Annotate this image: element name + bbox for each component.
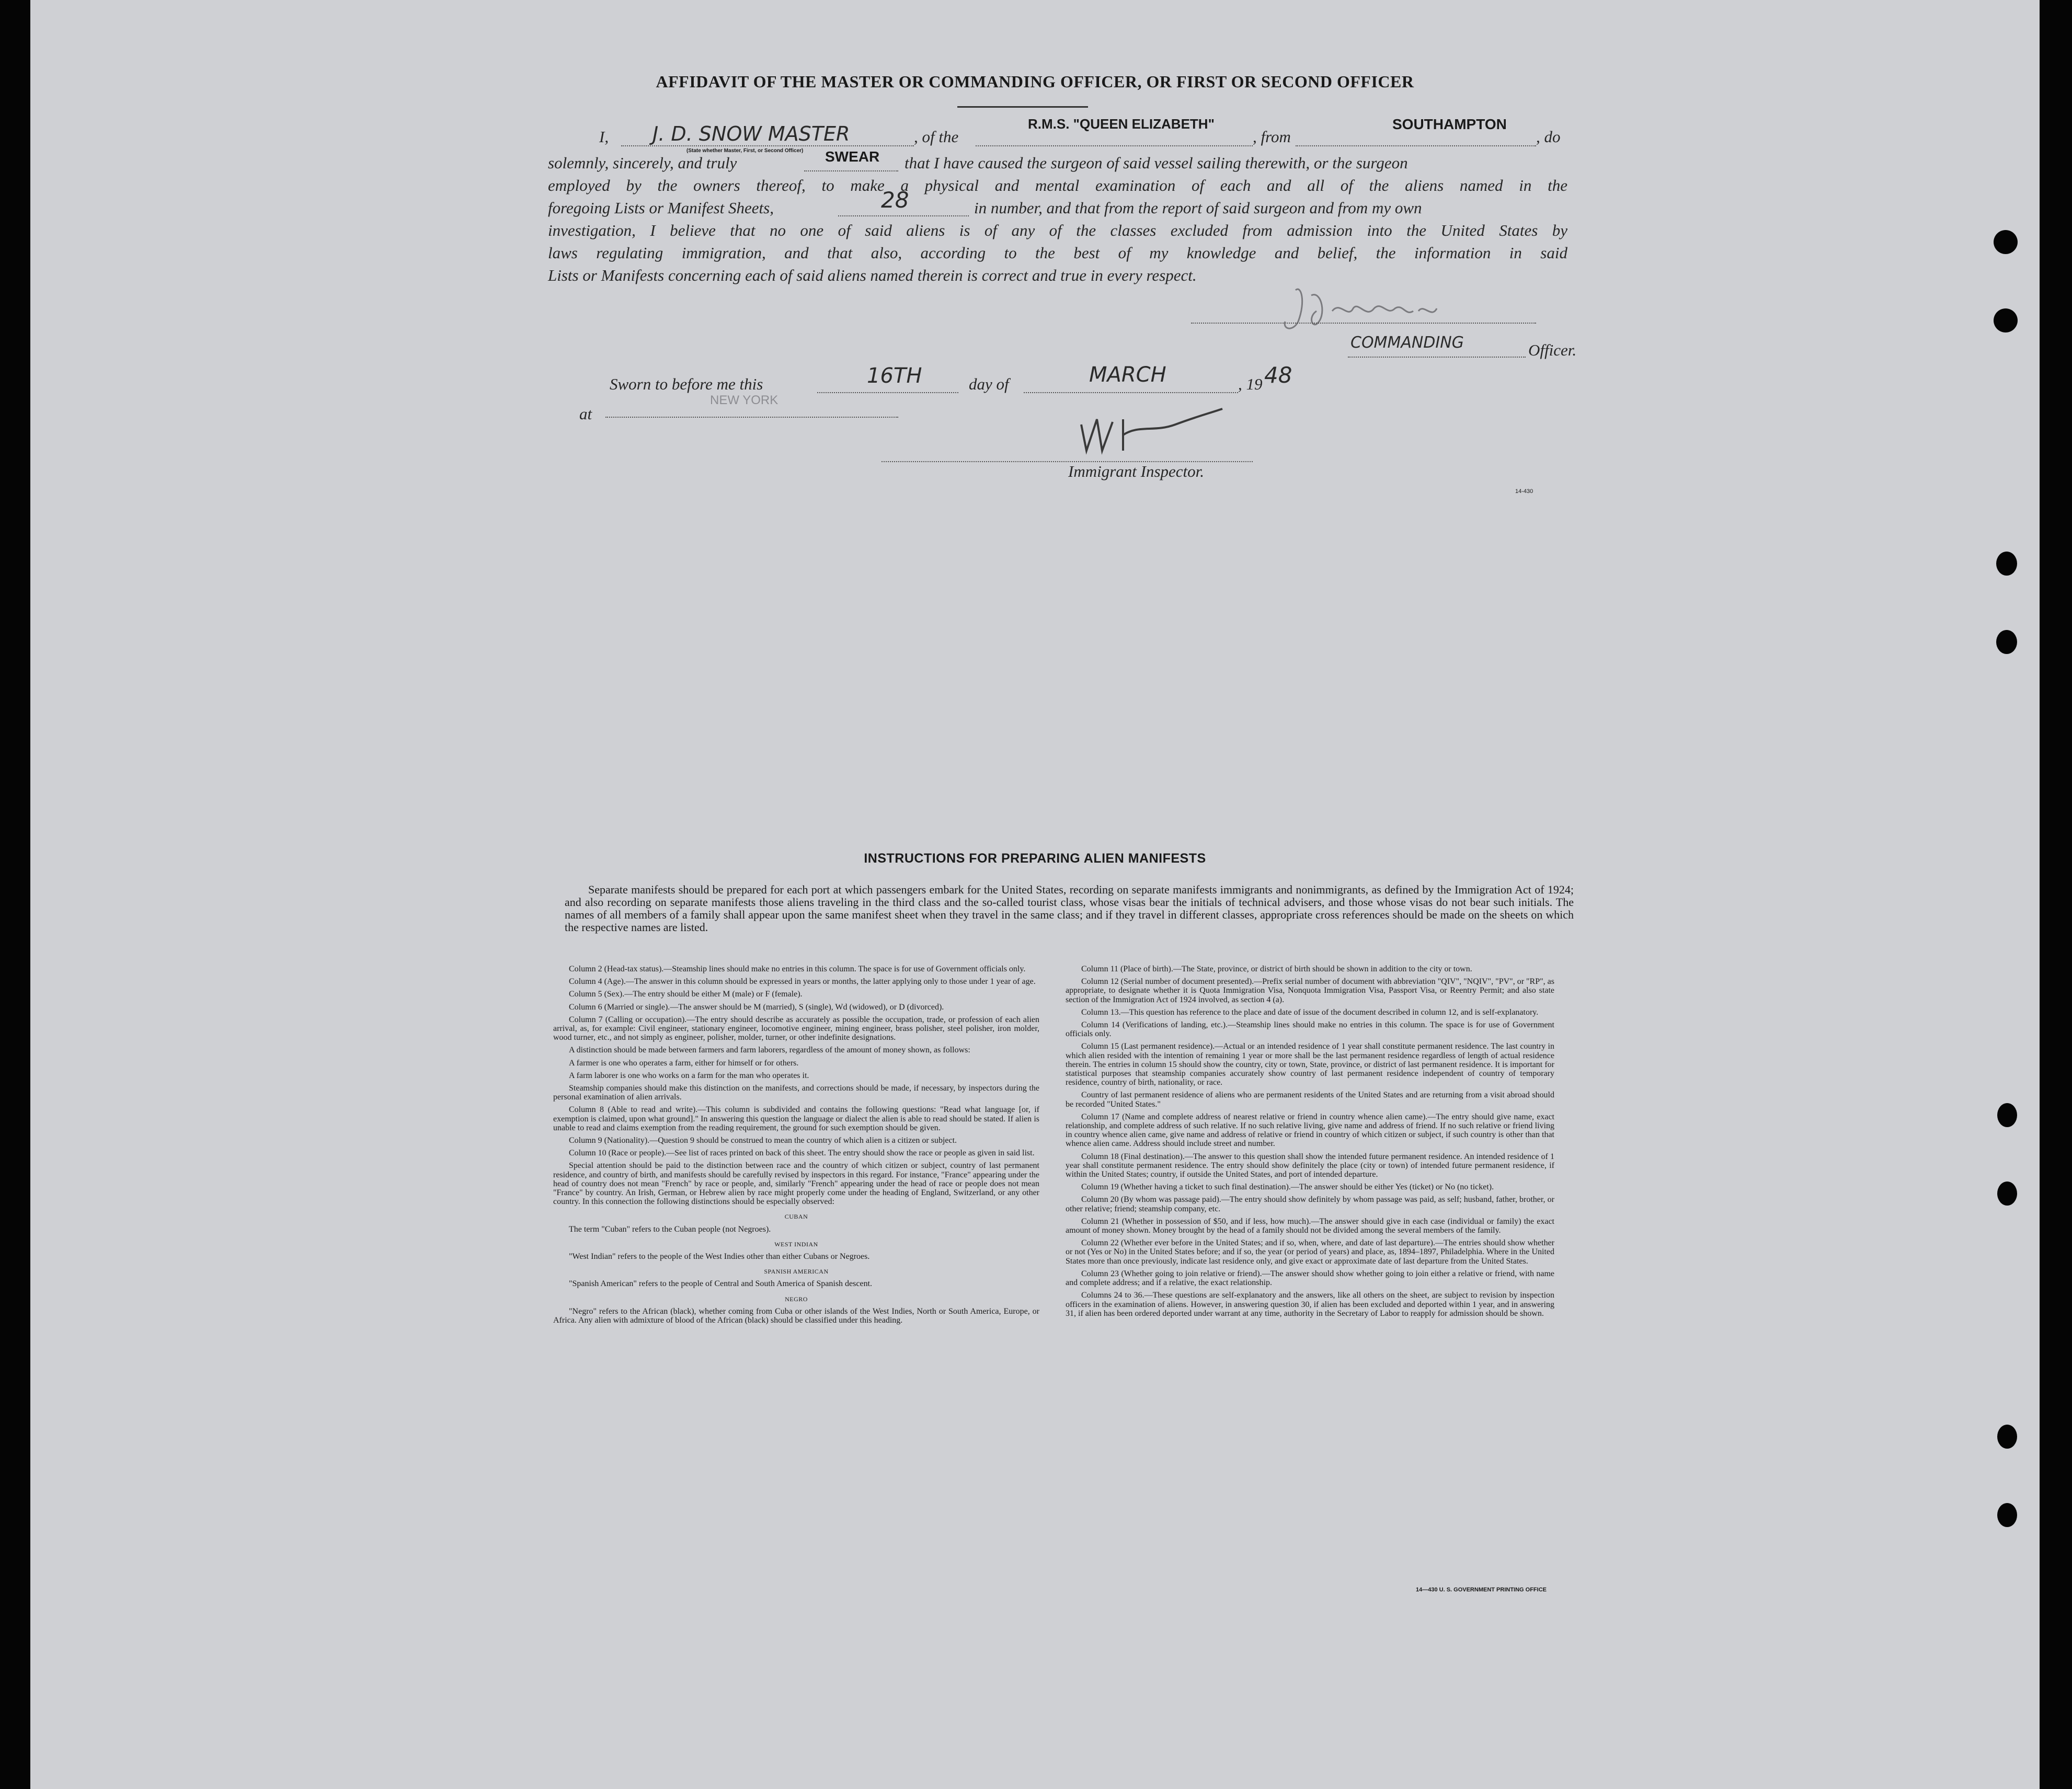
affidavit-line7: Lists or Manifests concerning each of said aliens named therein is correct and true in every respect. [548, 266, 1197, 284]
at-text: at [579, 405, 592, 423]
instruction-paragraph: Column 4 (Age).—The answer in this column should be expressed in years or months, the latter applying only to those under 1 year of age. [569, 977, 1036, 987]
printing-office-footer: 14—430 U. S. GOVERNMENT PRINTING OFFICE [1416, 1587, 1547, 1593]
name-handwritten: J. D. SNOW MASTER [652, 122, 850, 145]
instruction-paragraph: Column 20 (By whom was passage paid).—The entry should show definitely by whom passage was paid, as self; husband, father, brother, or other relative; friend; steamship company, etc. [1066, 1195, 1554, 1213]
definition-heading: WEST INDIAN [774, 1240, 818, 1248]
definition-heading: SPANISH AMERICAN [764, 1268, 829, 1276]
definition-text: The term "Cuban" refers to the Cuban people (not Negroes). [569, 1224, 771, 1234]
instruction-paragraph: Column 22 (Whether ever before in the United States; and if so, when, where, and date of last departure).—The entries should show whether or not (Yes or No) in the United States before; and if so, the year (or period of years) and place, as, 1894–1897, Philadelphia. Where in the United States more than once previously, indicate last residence only, and give exact or approximate date of last departure from the United States. [1066, 1238, 1554, 1266]
affidavit-line6: laws regulating immigration, and that also, according to the best of my knowledge and belief, the information in said [548, 244, 1567, 262]
name-caption: (State whether Master, First, or Second Officer) [686, 148, 804, 154]
punch-hole [1997, 1503, 2017, 1527]
instruction-paragraph: A distinction should be made between farmers and farm laborers, regardless of the amount of money shown, as follows: [569, 1046, 970, 1055]
vessel-typed: R.M.S. "QUEEN ELIZABETH" [1028, 116, 1215, 132]
affidavit-line5: investigation, I believe that no one of said aliens is of any of the classes excluded from admission into the United States by [548, 221, 1567, 239]
punch-hole [1997, 1103, 2017, 1127]
rank-field [1348, 334, 1526, 358]
punch-hole [1997, 1182, 2017, 1206]
punch-hole [1997, 1425, 2017, 1449]
affidavit-line4a: foregoing Lists or Manifest Sheets, [548, 199, 774, 217]
year-handwritten: 48 [1264, 362, 1292, 388]
instruction-paragraph: Column 2 (Head-tax status).—Steamship lines should make no entries in this column. The space is for use of Government officials only. [569, 965, 1026, 973]
master-signature [1275, 280, 1463, 337]
place-line [605, 417, 898, 418]
vessel-field [976, 116, 1253, 146]
instructions-title: INSTRUCTIONS FOR PREPARING ALIEN MANIFESTS [864, 851, 1206, 866]
definition-heading: NEGRO [785, 1295, 808, 1303]
instruction-paragraph: Column 10 (Race or people).—See list of races printed on back of this sheet. The entry should show the race or people as given in said list. [569, 1149, 1035, 1158]
instruction-paragraph: Column 23 (Whether going to join relative or friend).—The answer should show whether going to join either a relative or friend, with name and complete address; and if a relative, the exact relationship. [1066, 1269, 1554, 1288]
do-text: , do [1536, 128, 1561, 146]
punch-hole [1994, 308, 2018, 332]
definition-heading: CUBAN [784, 1213, 808, 1221]
month-field [1024, 363, 1238, 393]
affidavit-line2a: solemnly, sincerely, and truly [548, 154, 737, 172]
instruction-paragraph: Column 18 (Final destination).—The answer to this question shall show the intended future permanent residence. An intended residence of 1 year shall constitute permanent residence. The entry should show definitely the place (city or town) of intended future permanent residence, if within the United States; country, if outside the United States, and port of intended departure. [1066, 1152, 1554, 1179]
instructions-intro: Separate manifests should be prepared for each port at which passengers embark for the United States, recording on separate manifests immigrants and nonimmigrants, as defined by the Immigration Act of 1924; and also recording on separate manifests those aliens traveling in the third class and the so-called tourist class, whose visas bear the initials of technical advisers, and those whose visas do not bear such initials. The names of all members of a family shall appear upon the same manifest sheet when they travel in the same class; and if they travel in different classes, appropriate cross references should be made on the sheets on which the respective names are listed. [565, 883, 1574, 934]
signature-line [1191, 323, 1536, 324]
port-typed: SOUTHAMPTON [1392, 116, 1507, 132]
day-handwritten: 16TH [867, 364, 922, 388]
instruction-paragraph: Column 11 (Place of birth).—The State, province, or district of birth should be shown in addition to the city or town. [1081, 965, 1472, 973]
rank-handwritten: COMMANDING [1350, 334, 1464, 352]
affidavit-line2b: that I have caused the surgeon of said vessel sailing therewith, or the surgeon [905, 154, 1408, 172]
instruction-paragraph: A farmer is one who operates a farm, either for himself or for others. [569, 1058, 799, 1068]
scan-border [2040, 0, 2072, 1789]
inspector-title: Immigrant Inspector. [1068, 462, 1205, 480]
instruction-paragraph: Country of last permanent residence of aliens who are permanent residents of the United States and are returning from a visit abroad should be recorded "United States." [1066, 1091, 1554, 1109]
instruction-paragraph: A farm laborer is one who works on a farm for the man who operates it. [569, 1071, 809, 1080]
instruction-paragraph: Column 6 (Married or single).—The answer should be M (married), S (single), Wd (widowed), or D (divorced). [569, 1002, 944, 1012]
punch-hole [1996, 630, 2017, 654]
name-field [621, 122, 914, 146]
instruction-paragraph: Columns 24 to 36.—These questions are self-explanatory and the answers, like all others on the sheet, are subject to revision by inspection officers in the examination of aliens. However, in answering question 30, if alien has been excluded and deported within 1 year, and in answering 31, if alien has been ordered deported under warrant at any time, authority in the Secretary of Labor to reapply for admission should be shown. [1066, 1291, 1554, 1318]
day-field [817, 364, 958, 393]
inspector-signature [1071, 409, 1243, 466]
instructions-left-column [553, 965, 1039, 1328]
form-number: 14-430 [1515, 488, 1533, 495]
definition-text: "Spanish American" refers to the people of Central and South America of Spanish descent. [569, 1279, 873, 1289]
sworn-text: Sworn to before me this [610, 375, 763, 393]
instruction-paragraph: Column 13.—This question has reference to the place and date of issue of the document described in column 12, and is self-explanatory. [1081, 1007, 1539, 1017]
of-the-text: , of the [914, 128, 959, 146]
affidavit-i: I, [599, 128, 609, 146]
officer-word: Officer. [1528, 341, 1577, 359]
instruction-paragraph: Column 5 (Sex).—The entry should be either M (male) or F (female). [569, 990, 803, 999]
definition-text: "West Indian" refers to the people of the West Indies other than either Cubans or Negroes. [569, 1252, 870, 1262]
swear-field [804, 148, 898, 171]
affidavit-line3: employed by the owners thereof, to make a physical and mental examination of each and all of the aliens named in the [548, 176, 1567, 194]
year-prefix: , 19 [1238, 375, 1263, 393]
instruction-paragraph: Column 17 (Name and complete address of nearest relative or friend in country whence alien came).—The entry should give name, exact relationship, and complete address of such relative. If no such relative living, give name and address of friend. If no such relative or friend living in country whence alien came, give name and address of relative or friend in country of which citizen or subject, if such country is other than that whence alien came. Address should include street and number. [1066, 1112, 1554, 1149]
instruction-paragraph: Special attention should be paid to the distinction between race and the country of which citizen or subject, country of last permanent residence, and country of birth, and manifests should be carefully revised by inspectors in this regard. For instance, "France" appearing under the head of country does not mean "French" by race or people, and, similarly "French" appearing under the head of race or people does not mean "France" by country. An Irish, German, or Hebrew alien by race might properly come under the heading of England, Switzerland, or any other country. In this connection the following distinctions should be especially observed: [553, 1161, 1039, 1207]
manifest-page [30, 0, 2040, 1789]
port-field [1296, 116, 1536, 146]
sheets-handwritten: 28 [881, 187, 909, 213]
instruction-paragraph: Column 21 (Whether in possession of $50, and if less, how much).—The answer should give in each case (individual or family) the exact amount of money shown. Money brought by the head of a family should not be divided among the several members of the family. [1066, 1217, 1554, 1235]
place-stamp: NEW YORK [710, 393, 779, 407]
instruction-paragraph: Column 7 (Calling or occupation).—The entry should describe as accurately as possible the occupation, trade, or profession of each alien arrival, as, for example: Civil engineer, stationary engineer, locomotive engineer, mining engineer, brass polisher, steel polisher, iron molder, wood turner, etc., and not simply as engineer, polisher, molder, turner, or other indefinite designations. [553, 1015, 1039, 1042]
month-handwritten: MARCH [1089, 363, 1166, 387]
definition-text: "Negro" refers to the African (black), whether coming from Cuba or other islands of the West Indies, North or South America, Europe, or Africa. Any alien with admixture of blood of the African (black) should be classified under this heading. [553, 1306, 1039, 1325]
affidavit-title: AFFIDAVIT OF THE MASTER OR COMMANDING OFFICER, OR FIRST OR SECOND OFFICER [656, 72, 1414, 91]
title-rule [957, 106, 1088, 108]
affidavit-line4b: in number, and that from the report of said surgeon and from my own [974, 199, 1422, 217]
punch-hole [1996, 552, 2017, 576]
day-of-text: day of [969, 375, 1009, 393]
instruction-paragraph: Column 15 (Last permanent residence).—Actual or an intended residence of 1 year shall constitute permanent residence. The last country in which alien resided with the intention of remaining 1 year or more shall be the last permanent residence regardless of length of actual residence therein. The entries in column 15 should show the country, city or town, State, province, or district of last permanent residence. It is important for statistical purposes that steamship companies accurately show country of last permanent residence independent of country of temporary residence, country of birth, nationality, or race. [1066, 1042, 1554, 1087]
instruction-paragraph: Column 9 (Nationality).—Question 9 should be construed to mean the country of which alien is a citizen or subject. [569, 1136, 957, 1145]
instruction-paragraph: Column 19 (Whether having a ticket to such final destination).—The answer should be either Yes (ticket) or No (no ticket). [1081, 1183, 1494, 1192]
from-text: , from [1253, 128, 1291, 146]
instruction-paragraph: Column 14 (Verifications of landing, etc.).—Steamship lines should make no entries in this column. The space is for use of Government officials only. [1066, 1020, 1554, 1039]
swear-typed: SWEAR [825, 148, 880, 165]
instructions-right-column [1066, 965, 1554, 1322]
punch-hole [1994, 230, 2018, 254]
instruction-paragraph: Column 12 (Serial number of document presented).—Prefix serial number of document with abbreviation "QIV", "NQIV", "PV", or "RP", as appropriate, to designate whether it is Quota Immigration Visa, Nonquota Immigration Visa, Passport Visa, or Reentry Permit; and also state section of the Immigration Act of 1924 involved, as section 4 (a). [1066, 977, 1554, 1004]
instruction-paragraph: Column 8 (Able to read and write).—This column is subdivided and contains the following questions: "Read what language [or, if exemption is claimed, upon what ground]." In answering this question the language or dialect the alien is able to read should be stated. If alien is unable to read and claims exemption from the reading requirement, the ground for such exemption should be given. [553, 1105, 1039, 1132]
instruction-paragraph: Steamship companies should make this distinction on the manifests, and corrections should be made, if necessary, by inspectors during the personal examination of alien arrivals. [553, 1084, 1039, 1102]
sheets-field [838, 187, 969, 216]
